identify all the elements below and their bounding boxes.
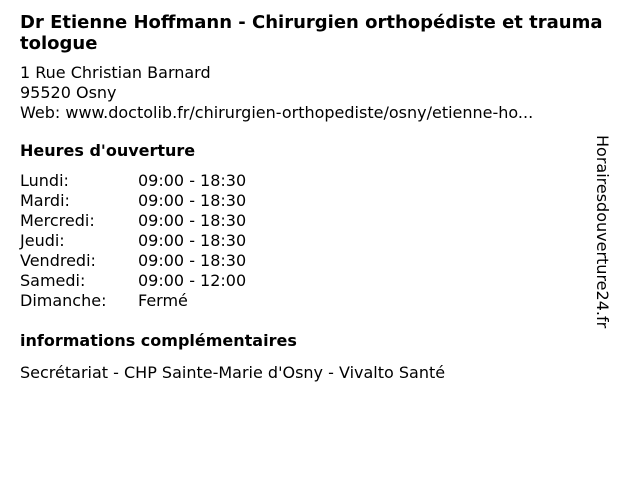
listing-title: Dr Etienne Hoffmann - Chirurgien orthopédiste et traumatologue <box>20 12 603 54</box>
time-value: 09:00 - 18:30 <box>138 251 247 270</box>
info-heading: informations complémentaires <box>20 331 297 350</box>
website-link[interactable]: Web: www.doctolib.fr/chirurgien-orthopediste/osny/etienne-ho... <box>20 103 534 122</box>
day-label: Mardi: <box>20 191 70 210</box>
time-value: 09:00 - 18:30 <box>138 231 247 250</box>
hours-row-sunday <box>20 291 610 311</box>
time-value: 09:00 - 18:30 <box>138 211 247 230</box>
time-value: Fermé <box>138 291 188 310</box>
hours-row-wednesday <box>20 211 610 231</box>
time-value: 09:00 - 18:30 <box>138 171 247 190</box>
hours-row-friday <box>20 251 610 271</box>
day-label: Jeudi: <box>20 231 65 250</box>
time-value: 09:00 - 12:00 <box>138 271 247 290</box>
time-value: 09:00 - 18:30 <box>138 191 247 210</box>
day-label: Samedi: <box>20 271 86 290</box>
day-label: Lundi: <box>20 171 69 190</box>
site-watermark: Horairesdouverture24.fr <box>593 135 612 329</box>
hours-row-thursday <box>20 231 610 251</box>
address-street: 1 Rue Christian Barnard <box>20 63 211 82</box>
listing-card <box>20 12 610 383</box>
hours-row-saturday <box>20 271 610 291</box>
info-text: Secrétariat - CHP Sainte-Marie d'Osny - Vivalto Santé <box>20 363 446 382</box>
hours-row-tuesday <box>20 191 610 211</box>
address-block <box>20 63 610 123</box>
day-label: Vendredi: <box>20 251 96 270</box>
day-label: Mercredi: <box>20 211 95 230</box>
address-city: 95520 Osny <box>20 83 117 102</box>
hours-heading: Heures d'ouverture <box>20 141 196 160</box>
hours-table <box>20 171 610 311</box>
hours-row-monday <box>20 171 610 191</box>
day-label: Dimanche: <box>20 291 107 310</box>
